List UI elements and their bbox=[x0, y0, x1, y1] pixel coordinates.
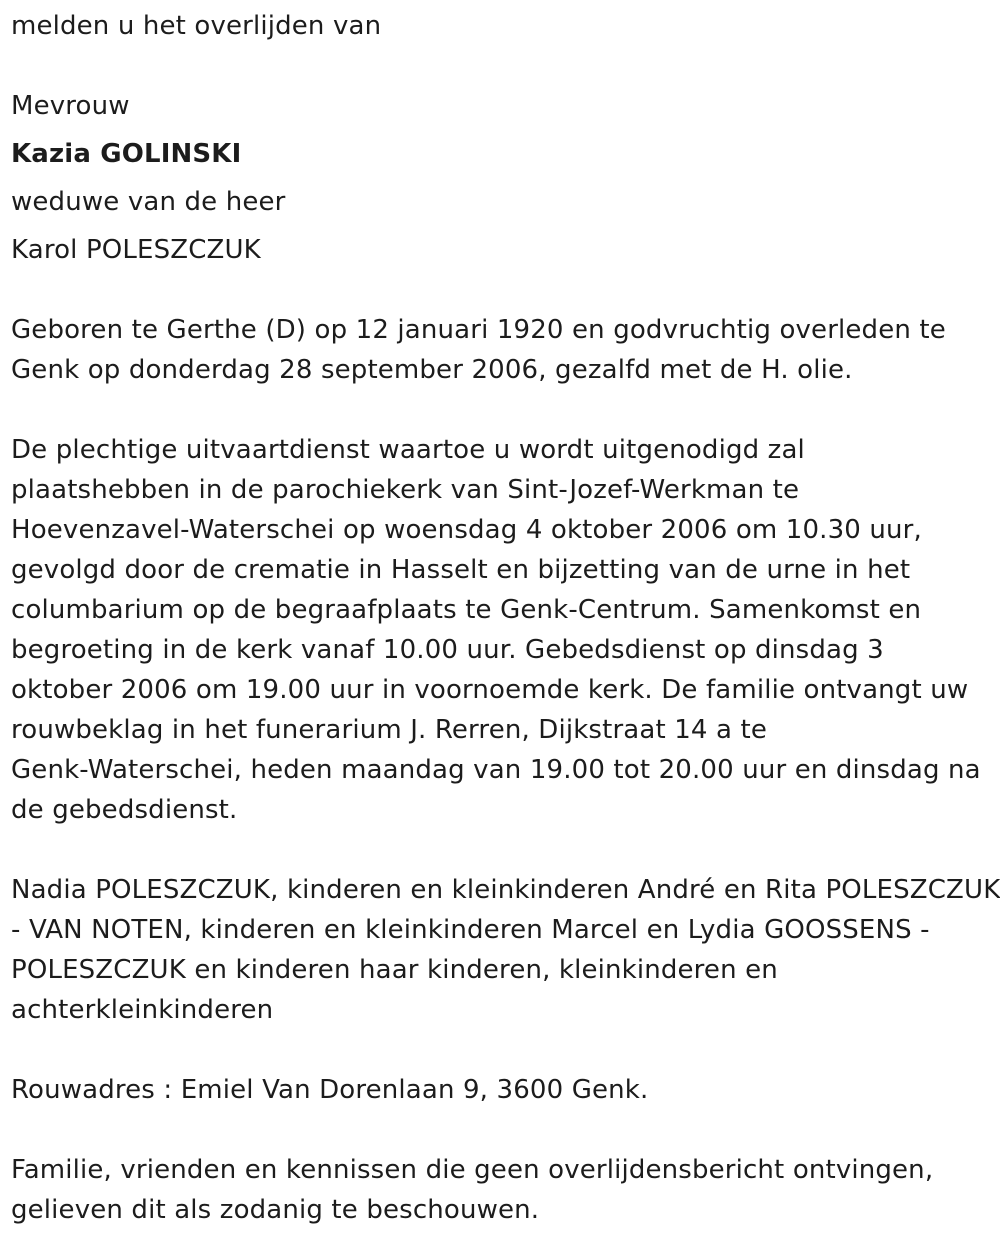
paragraph-line: Geboren te Gerthe (D) op 12 januari 1920 en godvruchtig overleden te bbox=[11, 315, 946, 345]
paragraph-line: Hoevenzavel-Waterschei op woensdag 4 oktober 2006 om 10.30 uur, bbox=[11, 515, 922, 545]
intro-line: melden u het overlijden van bbox=[11, 11, 382, 41]
paragraph-line: begroeting in de kerk vanaf 10.00 uur. Gebedsdienst op dinsdag 3 bbox=[11, 635, 884, 665]
birth-death-paragraph bbox=[11, 310, 946, 390]
paragraph-line: gelieven dit als zodanig te beschouwen. bbox=[11, 1195, 540, 1225]
spouse-name: Karol POLESZCZUK bbox=[11, 235, 261, 265]
paragraph-line: oktober 2006 om 19.00 uur in voornoemde kerk. De familie ontvangt uw bbox=[11, 675, 969, 705]
deceased-name: Kazia GOLINSKI bbox=[11, 139, 242, 169]
service-paragraph bbox=[11, 430, 981, 830]
title-prefix: Mevrouw bbox=[11, 91, 130, 121]
widow-line: weduwe van de heer bbox=[11, 187, 286, 217]
mourning-address: Rouwadres : Emiel Van Dorenlaan 9, 3600 Genk. bbox=[11, 1075, 649, 1105]
paragraph-line: plaatshebben in de parochiekerk van Sint-Jozef-Werkman te bbox=[11, 475, 800, 505]
paragraph-line: gevolgd door de crematie in Hasselt en bijzetting van de urne in het bbox=[11, 555, 911, 585]
paragraph-line: rouwbeklag in het funerarium J. Rerren, Dijkstraat 14 a te bbox=[11, 715, 768, 745]
paragraph-line: Nadia POLESZCZUK, kinderen en kleinkinderen André en Rita POLESZCZUK bbox=[11, 875, 1000, 905]
paragraph-line: De plechtige uitvaartdienst waartoe u wordt uitgenodigd zal bbox=[11, 435, 805, 465]
family-paragraph bbox=[11, 870, 1000, 1030]
paragraph-line: POLESZCZUK en kinderen haar kinderen, kleinkinderen en bbox=[11, 955, 778, 985]
paragraph-line: columbarium op de begraafplaats te Genk-Centrum. Samenkomst en bbox=[11, 595, 922, 625]
paragraph-line: Familie, vrienden en kennissen die geen overlijdensbericht ontvingen, bbox=[11, 1155, 934, 1185]
paragraph-line: - VAN NOTEN, kinderen en kleinkinderen Marcel en Lydia GOOSSENS - bbox=[11, 915, 930, 945]
paragraph-line: Genk op donderdag 28 september 2006, gezalfd met de H. olie. bbox=[11, 355, 853, 385]
paragraph-line: de gebedsdienst. bbox=[11, 795, 238, 825]
paragraph-line: achterkleinkinderen bbox=[11, 995, 274, 1025]
closing-paragraph bbox=[11, 1150, 933, 1230]
paragraph-line: Genk-Waterschei, heden maandag van 19.00 tot 20.00 uur en dinsdag na bbox=[11, 755, 981, 785]
